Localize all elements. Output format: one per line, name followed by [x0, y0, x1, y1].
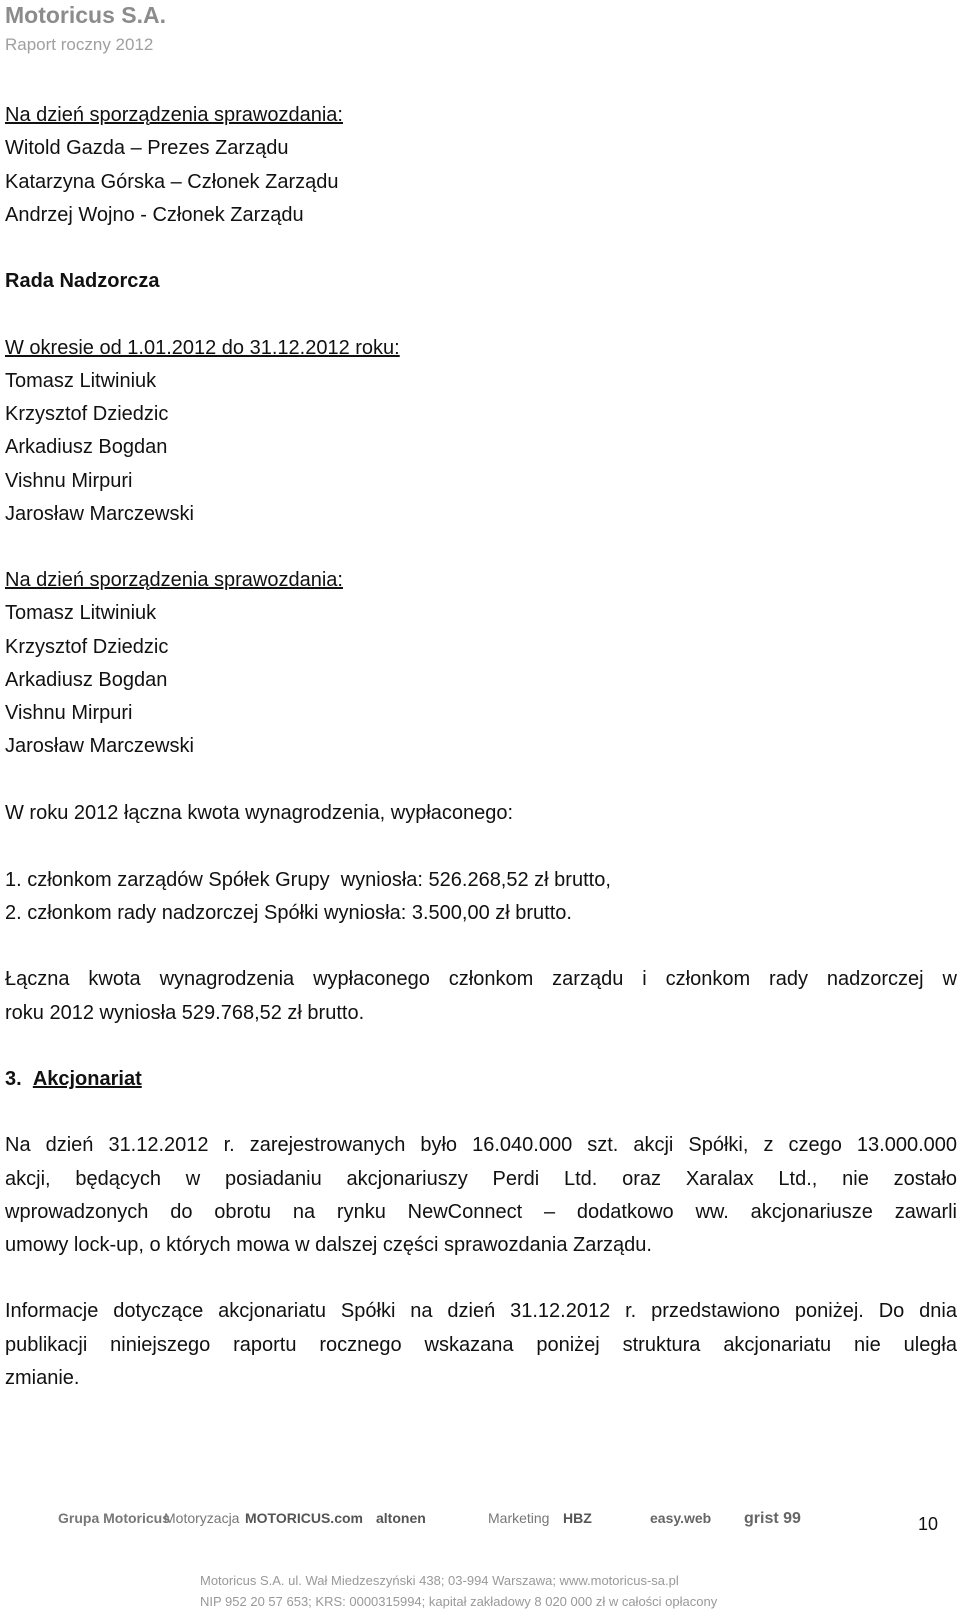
- shareholders-line: wprowadzonych do obrotu na rynku NewConnect – dodatkowo ww. akcjonariusze zawarli: [5, 1201, 957, 1223]
- board-heading: Na dzień sporządzenia sprawozdania:: [5, 104, 343, 126]
- report-title: Raport roczny 2012: [5, 35, 154, 54]
- footer-address: Motoricus S.A. ul. Wał Miedzeszyński 438; 03-994 Warszawa; www.motoricus-sa.pl: [200, 1573, 679, 1588]
- shareholders-line: Na dzień 31.12.2012 r. zarejestrowanych było 16.040.000 szt. akcji Spółki, z czego 13.000.000: [5, 1134, 957, 1156]
- shareholders-line: akcji, będących w posiadaniu akcjonariuszy Perdi Ltd. oraz Xaralax Ltd., nie zostało: [5, 1168, 957, 1190]
- current-member: Vishnu Mirpuri: [5, 702, 133, 724]
- remuneration-item: 2. członkom rady nadzorczej Spółki wyniosła: 3.500,00 zł brutto.: [5, 902, 572, 924]
- period-member: Jarosław Marczewski: [5, 503, 194, 525]
- current-member: Jarosław Marczewski: [5, 735, 194, 757]
- logo-motoricus-com: MOTORICUS.com: [245, 1510, 363, 1526]
- period-heading: W okresie od 1.01.2012 do 31.12.2012 roku:: [5, 337, 400, 359]
- logo-grist: grist 99: [744, 1510, 801, 1527]
- logo-motoryzacja: Motoryzacja: [164, 1510, 240, 1526]
- current-member: Tomasz Litwiniuk: [5, 602, 157, 624]
- period-member: Krzysztof Dziedzic: [5, 403, 169, 425]
- remuneration-total: Łączna kwota wynagrodzenia wypłaconego członkom zarządu i członkom rady nadzorczej w: [5, 968, 957, 990]
- logo-marketing: Marketing: [488, 1510, 550, 1526]
- board-member: Andrzej Wojno - Członek Zarządu: [5, 204, 304, 226]
- section-heading: [5, 1062, 142, 1096]
- shareholders-info-line: Informacje dotyczące akcjonariatu Spółki na dzień 31.12.2012 r. przedstawiono poniżej. Do dnia: [5, 1300, 957, 1322]
- board-member: Katarzyna Górska – Członek Zarządu: [5, 171, 339, 193]
- logo-easyweb: easy.web: [650, 1510, 712, 1526]
- company-name: Motoricus S.A.: [5, 2, 167, 28]
- logo-grupa-motoricus: Grupa Motoricus: [58, 1510, 171, 1526]
- shareholders-info-line: publikacji niniejszego raportu rocznego wskazana poniżej struktura akcjonariatu nie uległa: [5, 1334, 957, 1356]
- shareholders-info-line: zmianie.: [5, 1367, 80, 1389]
- logo-altonen: altonen: [376, 1510, 426, 1526]
- current-heading: Na dzień sporządzenia sprawozdania:: [5, 569, 343, 591]
- current-member: Krzysztof Dziedzic: [5, 636, 169, 658]
- current-member: Arkadiusz Bogdan: [5, 669, 168, 691]
- footer-logo-strip: [58, 1510, 918, 1540]
- section-title: Akcjonariat: [32, 1068, 142, 1090]
- period-member: Tomasz Litwiniuk: [5, 370, 157, 392]
- board-member: Witold Gazda – Prezes Zarządu: [5, 137, 289, 159]
- period-member: Vishnu Mirpuri: [5, 470, 133, 492]
- section-number: 3.: [5, 1068, 22, 1090]
- page-number: 10: [918, 1514, 939, 1534]
- remuneration-intro: W roku 2012 łączna kwota wynagrodzenia, wypłaconego:: [5, 802, 514, 824]
- remuneration-item: 1. członkom zarządów Spółek Grupy wyniosła: 526.268,52 zł brutto,: [5, 869, 611, 891]
- shareholders-line: umowy lock-up, o których mowa w dalszej części sprawozdania Zarządu.: [5, 1234, 652, 1256]
- logo-hbz: HBZ: [563, 1510, 592, 1526]
- footer-registry: NIP 952 20 57 653; KRS: 0000315994; kapitał zakładowy 8 020 000 zł w całości opłacony: [200, 1594, 718, 1609]
- remuneration-total: roku 2012 wyniosła 529.768,52 zł brutto.: [5, 1002, 365, 1024]
- supervisory-title: Rada Nadzorcza: [5, 270, 160, 292]
- period-member: Arkadiusz Bogdan: [5, 436, 168, 458]
